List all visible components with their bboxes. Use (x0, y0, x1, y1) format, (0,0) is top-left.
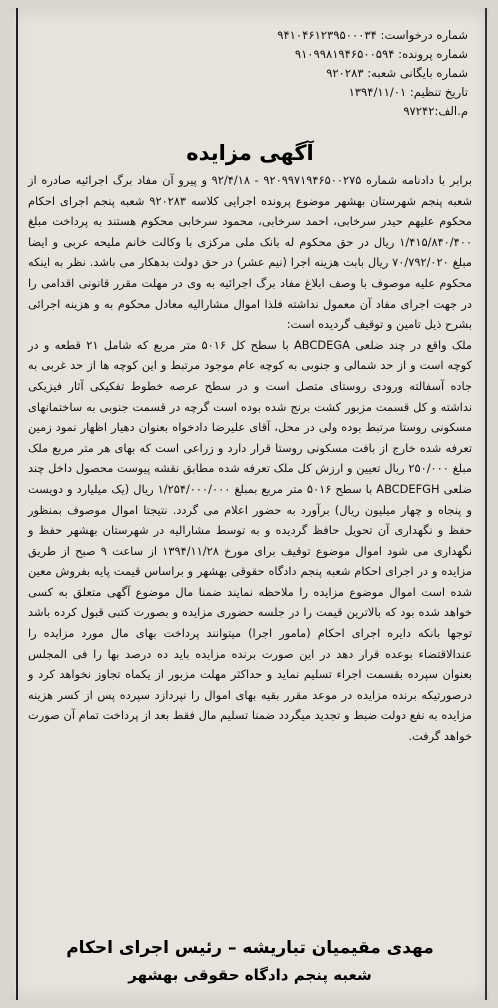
paragraph-intro: برابر با دادنامه شماره ۹۲۰۹۹۷۱۹۴۶۵۰۰۲۷۵ - ۹۲/۴/۱۸ و پیرو آن مفاد برگ اجرائیه صادره از شعبه پنجم شهرستان بهشهر موضوع پرونده اجرایی کلاسه ۹۲۰۲۸۳ شعبه پنجم اجرای احکام محکوم علیهم حیدر سرخابی، احمد سرخابی، محمود سرخابی محکوم هستند به پرداخت مبلغ ۱/۴۱۵/۸۴۰/۴۰۰ ریال در حق محکوم له بانک ملی مرکزی با وکالت خانم ملیحه عربی و ایضا مبلغ ۷۰/۷۹۲/۰۲۰ ریال بابت هزینه اجرا (نیم عشر) در حق دولت بدهکار می باشد. نظر به اینکه محکوم علیه موصوف با وصف ابلاغ مفاد برگ اجرائیه به وی در مهلت مقرر قانونی اقدامی را در جهت اجرای مفاد آن معمول نداشته فلذا اموال مشارالیه معادل محکوم به و هزینه اجرائی بشرح ذیل تامین و توقیف گردیده است: (28, 173, 472, 332)
paragraph-property: ملک واقع در چند ضلعی ABCDEGA با سطح کل ۵۰۱۶ متر مربع که شامل ۲۱ قطعه و در کوچه است و از حد شمالی و جنوبی به کوچه عام موجود مرتبط و این کوچه ها از حد غربی به جاده آسفالته ورودی روستای متصل است و در سطح عرصه خطوط تفکیکی آثار فیزیکی نداشته و کل قسمت مزبور کشت برنج شده بوده است گرچه در قسمت جنوبی به ساختمانهای مسکونی روستا مرتبط بوده ولی در محل، آقای علیرضا دادخواه بعنوان دهیار اظهار نمود زمین تعرفه شده خارج از بافت مسکونی روستا قرار دارد و زراعی است که بهای هر متر مربع ملک مبلغ ۲۵۰/۰۰۰ ریال تعیین و ارزش کل ملک تعرفه شده مطابق نقشه پیوست محصول داخل چند ضلعی ABCDEFGH با سطح ۵۰۱۶ متر مربع بمبلغ ۱/۲۵۴/۰۰۰/۰۰۰ ریال (یک میلیارد و دویست و پنجاه و چهار میلیون ریال) برآورد به حضور اعلام می گردد. نتیجتا اموال موصوف بمنظور حفظ و نگهداری آن تحویل حافظ گردیده و به توسط مشارالیه در شهرستان بهشهر حفظ و نگهداری می شود اموال موضوع توقیف برای مورخ ۱۳۹۴/۱۱/۲۸ از ساعت ۹ صبح از طریق مزایده و در اجرای احکام شعبه پنجم دادگاه حقوقی بهشهر و براساس قیمت پایه بفروش معین شده است اموال موضوع مزایده را ملاحظه نمایند ضمنا مال موضوع آگهی متعلق به کسی خواهد شده بود که بالاترین قیمت را در جلسه حضوری مزایده و بصورت کتبی قبول کرده باشد توجها بانکه دایره اجرای احکام (مامور اجرا) میتوانند پرداخت بهای مال مورد مزایده را عندالاقتضاء بوعده قرار دهد در این صورت برنده مزایده باید ده درصد بها را فی المجلس بعنوان سپرده بقسمت اجراء تسلیم نماید و حداکثر مهلت مزبور از یکماه تجاوز نخواهد کرد و درصورتیکه برنده مزایده در موعد مقرر بقیه بهای اموال را نپردازد سپرده پس از کسر هزینه مزایده به نفع دولت ضبط و تجدید میگردد ضمنا تسلیم مال فقط بعد از پرداخت تمام آن صورت خواهد گرفت. (28, 337, 473, 744)
issue-date: تاریخ تنظیم: ۱۳۹۴/۱۱/۰۱ (348, 85, 468, 99)
archive-number: شماره بایگانی شعبه: ۹۲۰۲۸۳ (326, 66, 468, 80)
signature-office: شعبه پنجم دادگاه حقوقی بهشهر (128, 966, 372, 984)
signature-block (10, 934, 490, 988)
clipping-paper (10, 8, 490, 1000)
signature-name: مهدی مقیمیان تباریشه – رئیس اجرای احکام (66, 938, 434, 958)
header-block (168, 26, 468, 121)
request-number: شماره درخواست: ۹۴۱۰۴۶۱۲۳۹۵۰۰۰۳۴ (277, 28, 468, 42)
page-title: آگهی مزایده (186, 141, 314, 165)
notice-body (28, 170, 472, 747)
reference-code: م.الف:۹۷۲۴۲ (403, 104, 468, 118)
case-number: شماره پرونده: ۹۱۰۹۹۸۱۹۴۶۵۰۰۵۹۴ (294, 47, 468, 61)
